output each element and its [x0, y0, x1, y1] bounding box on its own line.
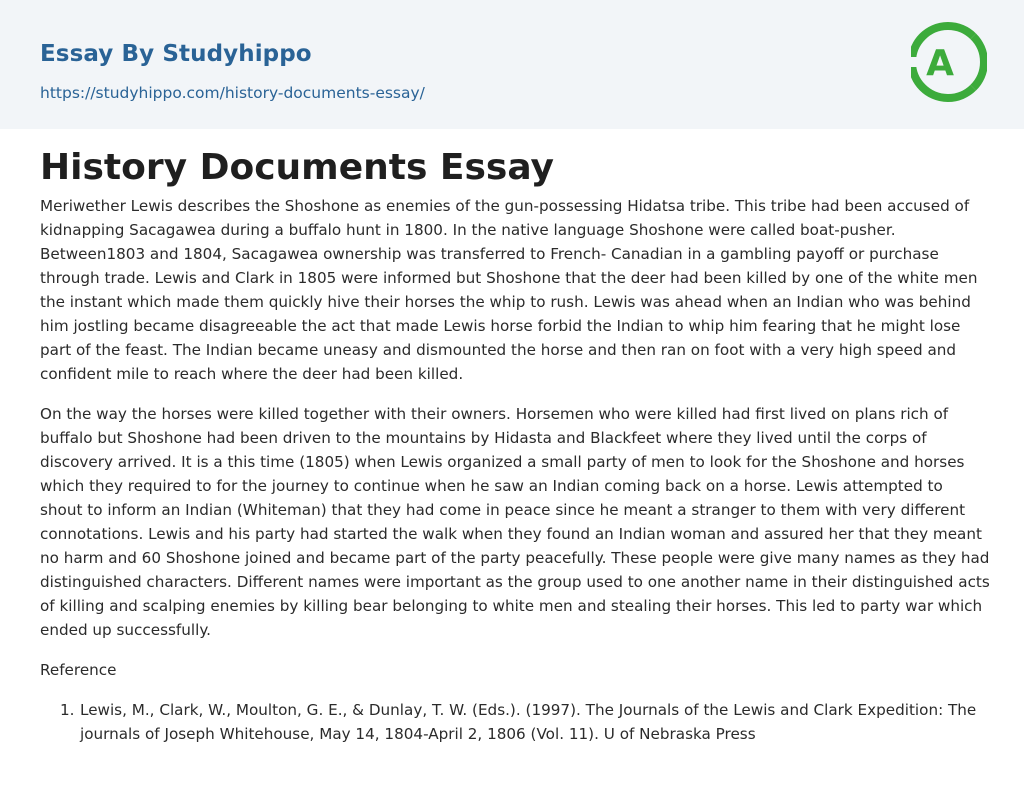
essay-body	[40, 194, 990, 746]
logo-ring-gap	[911, 57, 923, 67]
brand-title[interactable]: Essay By Studyhippo	[40, 41, 312, 67]
essay-paragraph: Meriwether Lewis describes the Shoshone as enemies of the gun-possessing Hidatsa tribe. This tribe had been accused of kidnapping Sacagawea during a buffalo hunt in 1800. In the native language Shoshone were called boat-pusher. Between1803 and 1804, Sacagawea ownership was transferred to French- Canadian in a gambling payoff or purchase through trade. Lewis and Clark in 1805 were informed but Shoshone that the deer had been killed by one of the white men the instant which made them quickly hive their horses the whip to rush. Lewis was ahead when an Indian who was behind him jostling became disagreeable the act that made Lewis horse forbid the Indian to whip him fearing that he might lose part of the feast. The Indian became uneasy and dismounted the horse and then ran on foot with a very high speed and confident mile to reach where the deer had been killed.	[40, 197, 978, 383]
logo-ring-arc-right	[973, 36, 984, 87]
reference-text: Lewis, M., Clark, W., Moulton, G. E., & Dunlay, T. W. (Eds.). (1997). The Journals of the Lewis and Clark Expedition: The journals of Joseph Whitehouse, May 14, 1804-April 2, 1806 (Vol. 11). U of Nebraska Press	[80, 701, 977, 743]
logo-letter: A	[926, 43, 954, 84]
reference-number: 1.	[60, 701, 75, 719]
essay-paragraph: On the way the horses were killed together with their owners. Horsemen who were killed had first lived on plans rich of buffalo but Shoshone had been driven to the mountains by Hidasta and Blackfeet where they lived until the corps of discovery arrived. It is a this time (1805) when Lewis organized a small party of men to look for the Shoshone and horses which they required to for the journey to continue when he saw an Indian coming back on a horse. Lewis attempted to shout to inform an Indian (Whiteman) that they had come in peace since he meant a stranger to them with very different connotations. Lewis and his party had started the walk when they found an Indian woman and assured her that they meant no harm and 60 Shoshone joined and became part of the party peacefully. These people were give many names as they had distinguished characters. Different names were important as the group used to one another name in their distinguished acts of killing and scalping enemies by killing bear belonging to white men and stealing their horses. This led to party war which ended up successfully.	[40, 405, 990, 639]
reference-heading: Reference	[40, 661, 117, 679]
essay-url-link[interactable]: https://studyhippo.com/history-documents-essay/	[40, 84, 425, 102]
page-title: History Documents Essay	[40, 147, 555, 188]
reference-list	[40, 698, 990, 746]
studyhippo-logo-icon[interactable]	[911, 19, 987, 105]
reference-item	[40, 698, 990, 746]
